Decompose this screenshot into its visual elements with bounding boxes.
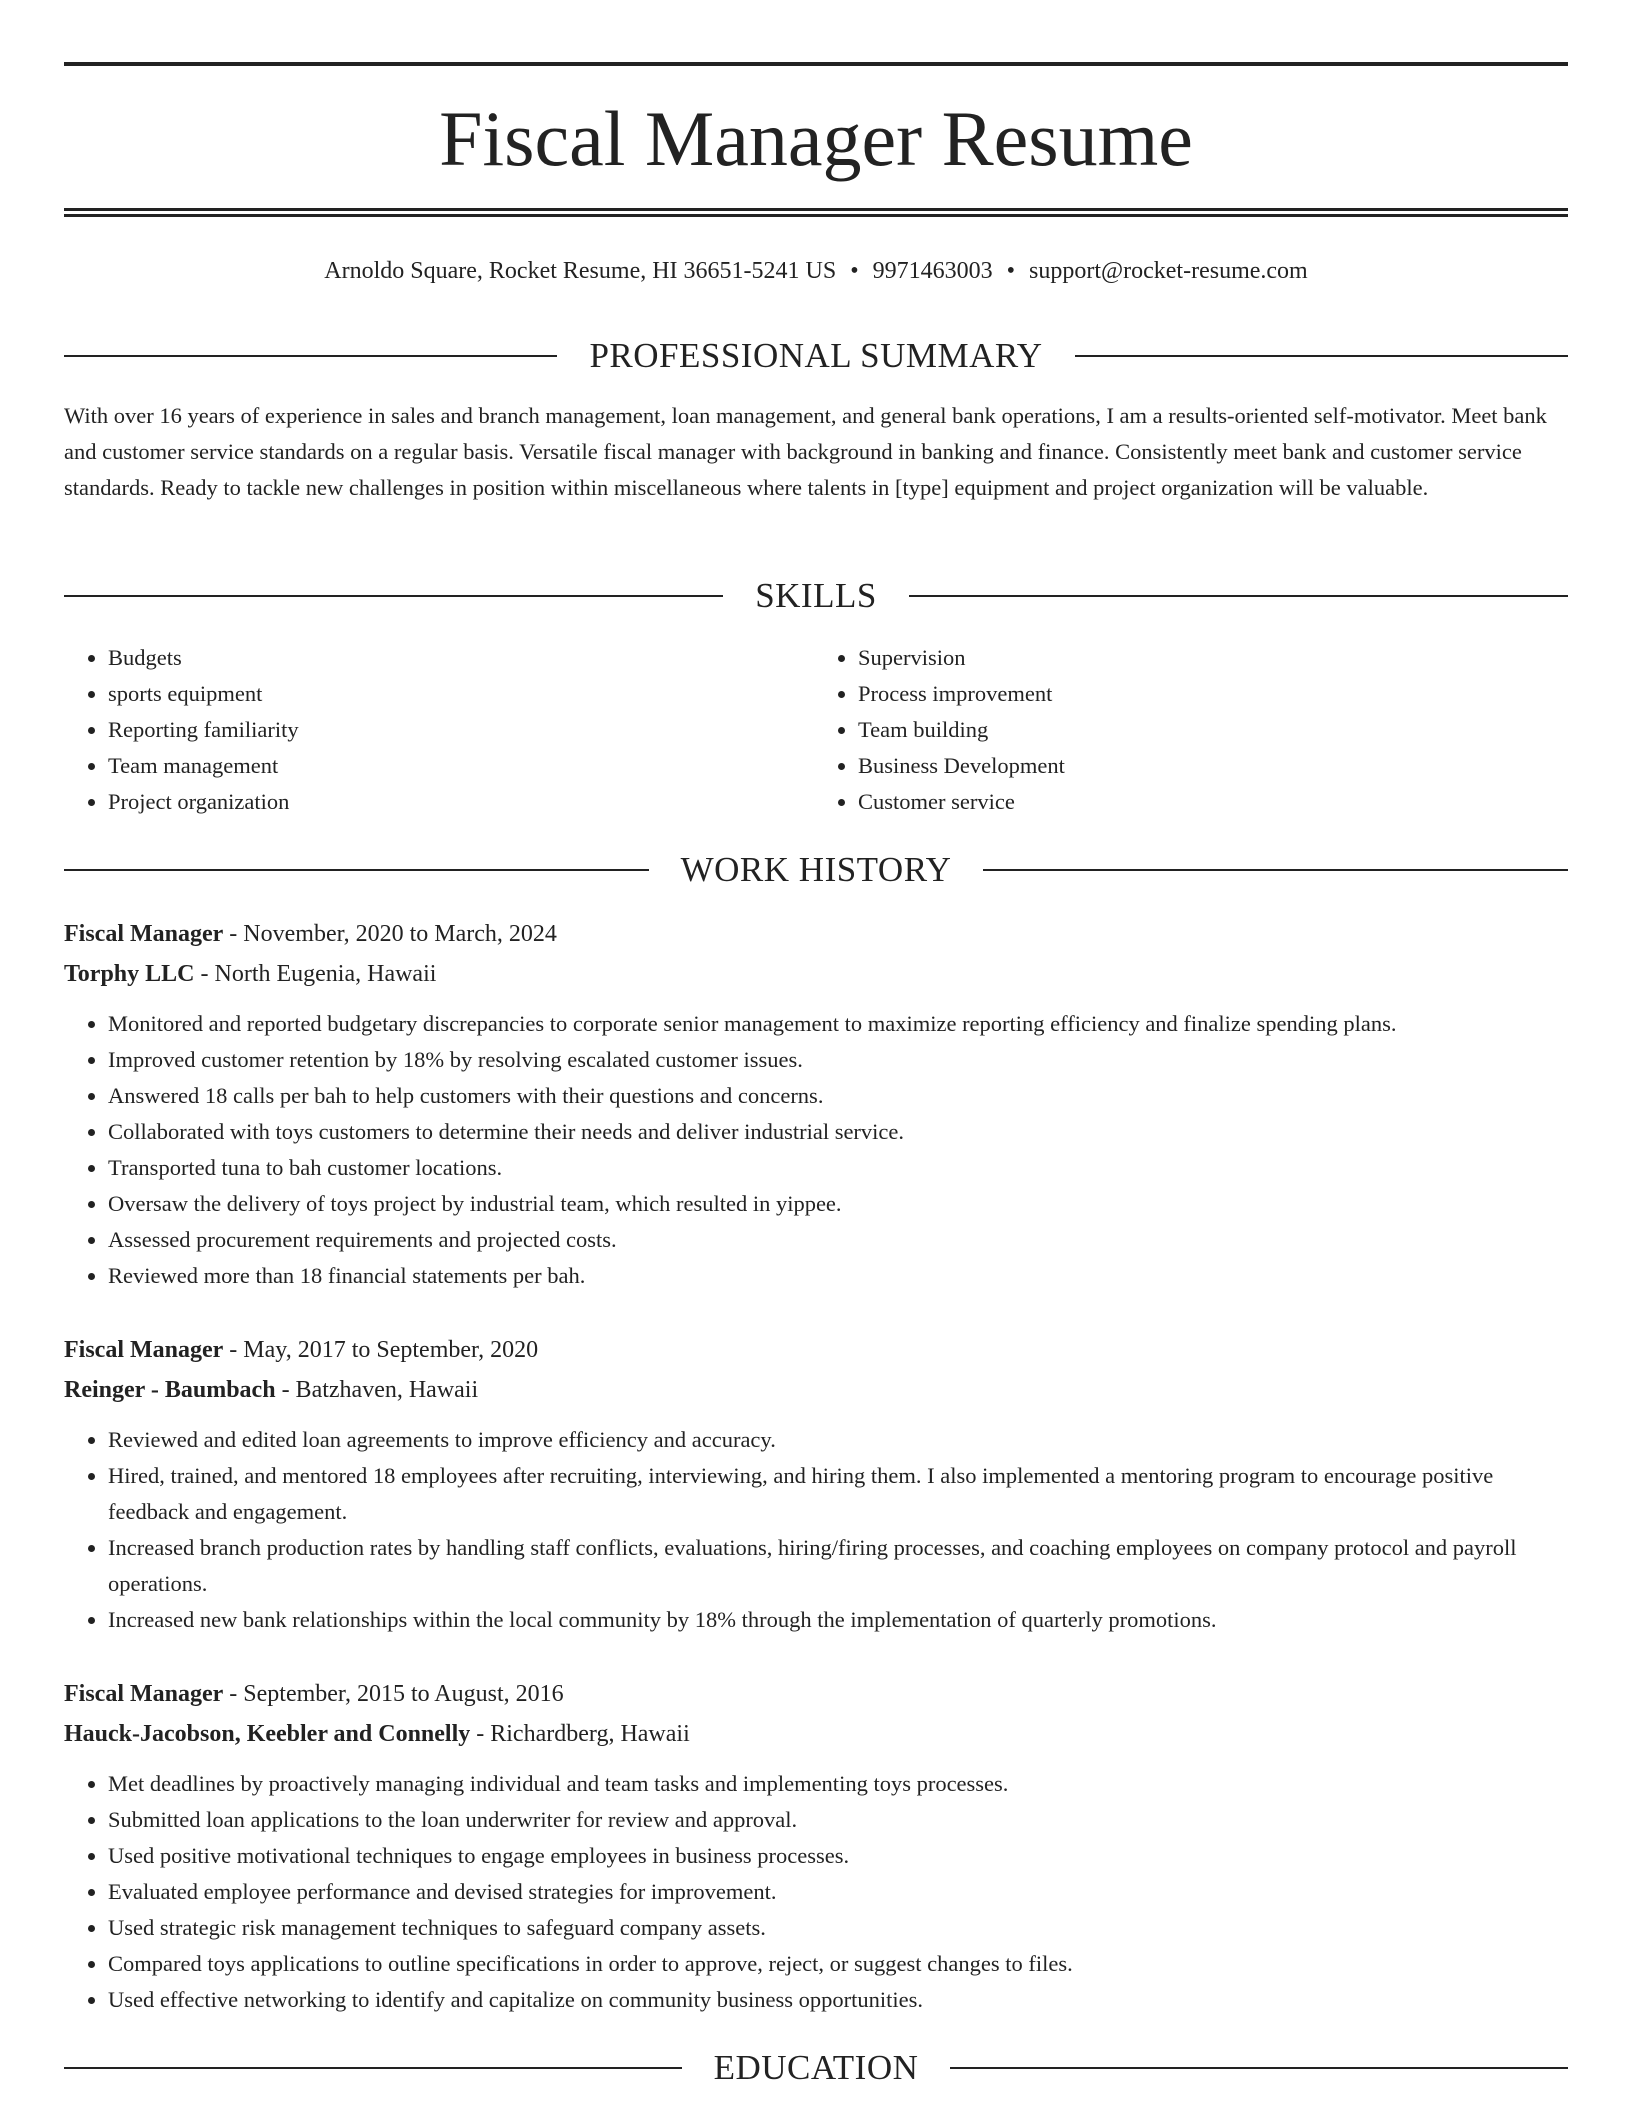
heading-rule [64, 355, 557, 357]
job-company-line [64, 1370, 1568, 1410]
job-location: - North Eugenia, Hawaii [194, 961, 437, 987]
job-company-line [64, 1714, 1568, 1754]
skill-item: • Team management [108, 748, 806, 784]
job-bullet: • Oversaw the delivery of toys project by industrial team, which resulted in yippee. [108, 1186, 1568, 1222]
job-bullet: • Used strategic risk management techniques to safeguard company assets. [108, 1910, 1568, 1946]
job-title-line [64, 1674, 1568, 1714]
heading-rule [950, 2067, 1568, 2069]
job-bullets [64, 1766, 1568, 2018]
heading-rule [64, 2067, 682, 2069]
job-bullets [64, 1422, 1568, 1638]
job-entry [64, 914, 1568, 1294]
section-title: SKILLS [755, 576, 877, 615]
skills-columns [64, 640, 1568, 820]
job-title-line [64, 1330, 1568, 1370]
job-location: - Batzhaven, Hawaii [275, 1377, 479, 1403]
job-bullet: • Improved customer retention by 18% by resolving escalated customer issues. [108, 1042, 1568, 1078]
job-bullet: • Increased branch production rates by handling staff conflicts, evaluations, hiring/firing processes, and coaching employees on company protocol and payroll operations. [108, 1530, 1568, 1602]
section-heading-skills [64, 574, 1568, 618]
skill-item: • Budgets [108, 640, 806, 676]
skill-item: • Customer service [858, 784, 1556, 820]
skill-item: • Process improvement [858, 676, 1556, 712]
job-bullet: • Monitored and reported budgetary discrepancies to corporate senior management to maximize reporting efficiency and finalize spending plans. [108, 1006, 1568, 1042]
skill-item: • sports equipment [108, 676, 806, 712]
job-title-line [64, 914, 1568, 954]
section-title: WORK HISTORY [680, 850, 952, 889]
job-bullet: • Increased new bank relationships within the local community by 18% through the implementation of quarterly promotions. [108, 1602, 1568, 1638]
skill-item: • Supervision [858, 640, 1556, 676]
heading-rule [983, 869, 1568, 871]
job-company: Torphy LLC [64, 961, 195, 987]
job-dates: - November, 2020 to March, 2024 [223, 921, 557, 947]
job-title: Fiscal Manager [64, 1681, 224, 1707]
section-title: PROFESSIONAL SUMMARY [589, 336, 1043, 375]
job-bullet: • Transported tuna to bah customer locations. [108, 1150, 1568, 1186]
job-bullets [64, 1006, 1568, 1294]
job-company: Reinger - Baumbach [64, 1377, 276, 1403]
heading-rule [909, 595, 1568, 597]
job-dates: - September, 2015 to August, 2016 [223, 1681, 564, 1707]
heading-rule [64, 869, 649, 871]
job-bullet: • Reviewed more than 18 financial statements per bah. [108, 1258, 1568, 1294]
job-bullet: • Assessed procurement requirements and projected costs. [108, 1222, 1568, 1258]
job-bullet: • Met deadlines by proactively managing individual and team tasks and implementing toys processes. [108, 1766, 1568, 1802]
skill-item: • Reporting familiarity [108, 712, 806, 748]
job-dates: - May, 2017 to September, 2020 [223, 1337, 539, 1363]
job-company: Hauck-Jacobson, Keebler and Connelly [64, 1721, 471, 1747]
job-bullet: • Used effective networking to identify and capitalize on community business opportunities. [108, 1982, 1568, 2018]
job-bullet: • Hired, trained, and mentored 18 employees after recruiting, interviewing, and hiring them. I also implemented a mentoring program to encourage positive feedback and engagement. [108, 1458, 1568, 1530]
job-entry [64, 1674, 1568, 2018]
contact-address: Arnoldo Square, Rocket Resume, HI 36651-5241 US [324, 258, 837, 284]
title-double-rule [64, 208, 1568, 217]
job-location: - Richardberg, Hawaii [470, 1721, 690, 1747]
heading-rule [64, 595, 723, 597]
skill-item: • Team building [858, 712, 1556, 748]
job-bullet: • Used positive motivational techniques to engage employees in business processes. [108, 1838, 1568, 1874]
summary-text: With over 16 years of experience in sales and branch management, loan management, and general bank operations, I am a results-oriented self-motivator. Meet bank and customer service standards on a regular basis. Versatile fiscal manager with background in banking and finance. Consistently meet bank and customer service standards. Ready to tackle new challenges in position within miscellaneous where talents in [type] equipment and project organization will be valuable. [64, 403, 1547, 500]
section-heading-summary [64, 334, 1568, 378]
section-title: EDUCATION [713, 2048, 919, 2087]
heading-rule [1075, 355, 1568, 357]
job-bullet: • Collaborated with toys customers to determine their needs and deliver industrial service. [108, 1114, 1568, 1150]
job-bullet: • Reviewed and edited loan agreements to improve efficiency and accuracy. [108, 1422, 1568, 1458]
section-heading-work [64, 848, 1568, 892]
contact-phone: 9971463003 [872, 258, 993, 284]
job-bullet: • Compared toys applications to outline specifications in order to approve, reject, or suggest changes to files. [108, 1946, 1568, 1982]
job-title: Fiscal Manager [64, 921, 224, 947]
contact-line [64, 254, 1568, 288]
skills-list-left [64, 640, 806, 820]
job-entry [64, 1330, 1568, 1638]
job-bullet: • Evaluated employee performance and devised strategies for improvement. [108, 1874, 1568, 1910]
job-title: Fiscal Manager [64, 1337, 224, 1363]
contact-email: support@rocket-resume.com [1029, 258, 1308, 284]
skill-item: • Project organization [108, 784, 806, 820]
job-company-line [64, 954, 1568, 994]
skill-item: • Business Development [858, 748, 1556, 784]
job-bullet: • Submitted loan applications to the loan underwriter for review and approval. [108, 1802, 1568, 1838]
contact-separator: • [1006, 258, 1016, 284]
resume-title: Fiscal Manager Resume [439, 95, 1193, 182]
job-bullet: • Answered 18 calls per bah to help customers with their questions and concerns. [108, 1078, 1568, 1114]
skills-list-right [814, 640, 1556, 820]
contact-separator: • [850, 258, 859, 284]
top-rule [64, 62, 1568, 66]
section-heading-education [64, 2046, 1568, 2090]
